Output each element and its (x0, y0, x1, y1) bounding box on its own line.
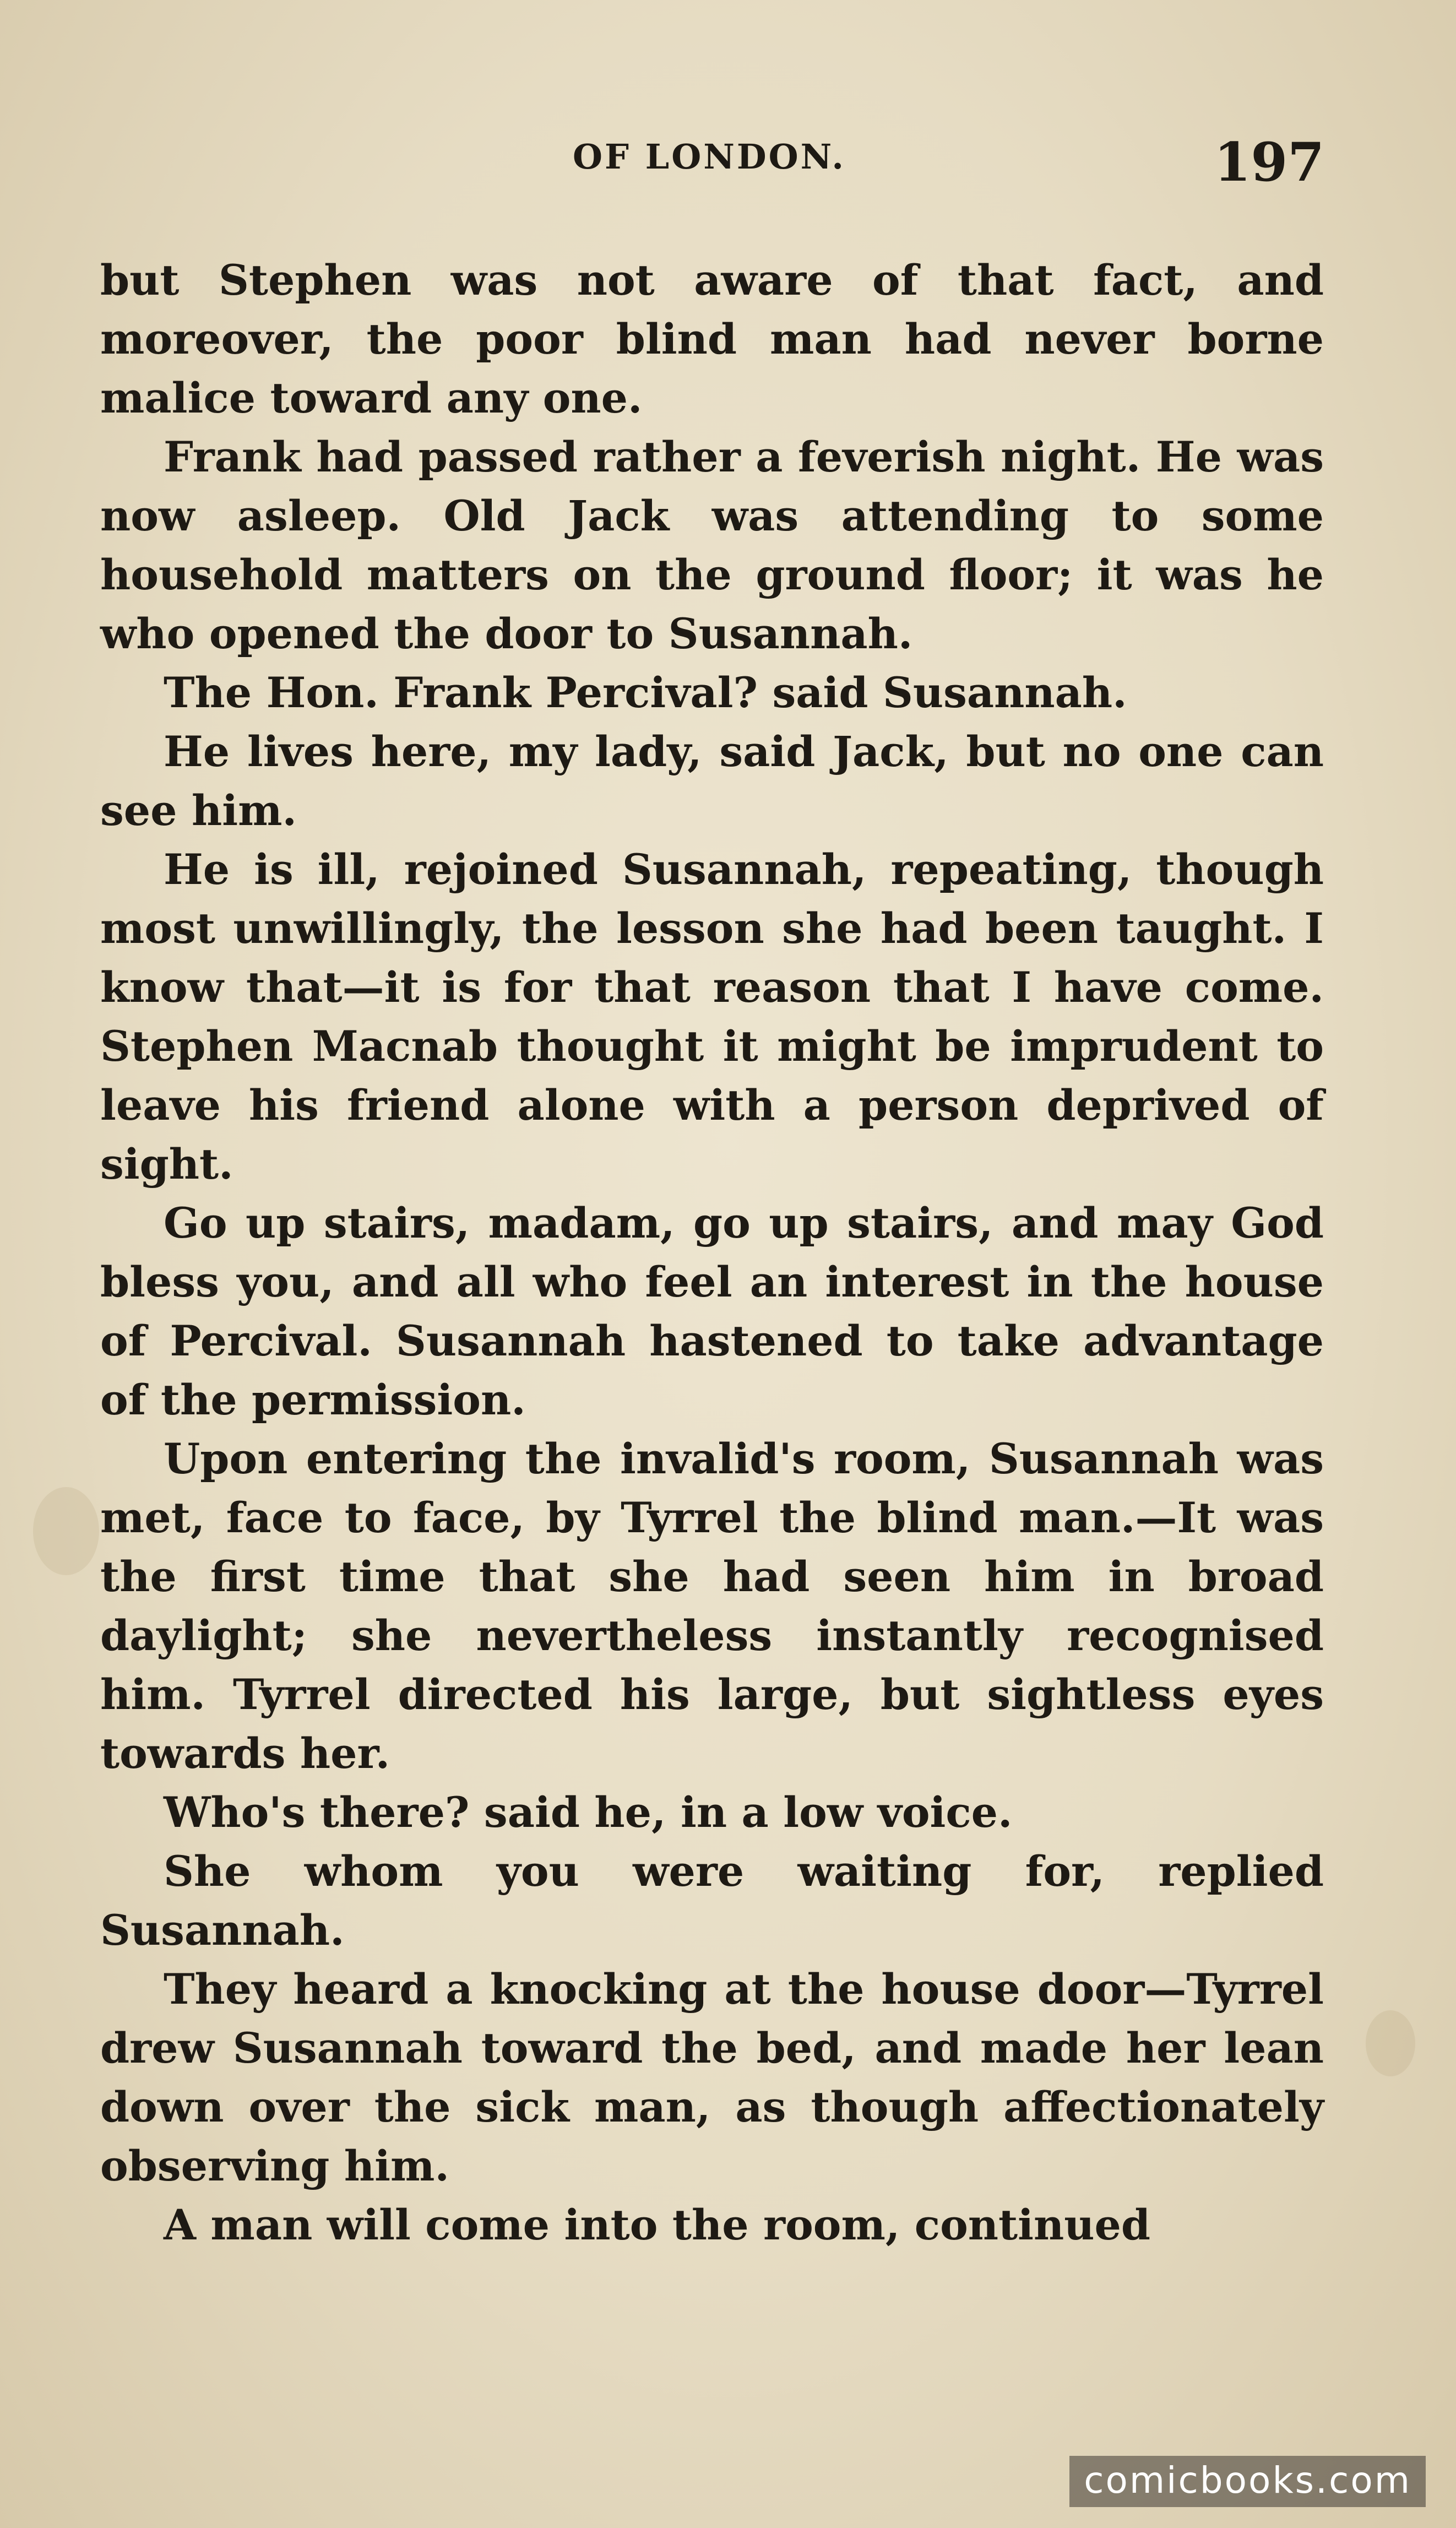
page-number: 197 (1214, 131, 1324, 193)
paragraph: They heard a knocking at the house door—Tyrrel drew Susannah toward the bed, and made her lean down over the sick man, as though affectionately observing him. (100, 1965, 1324, 2190)
body-text (100, 251, 1324, 2254)
paragraph: Upon entering the invalid's room, Susannah was met, face to face, by Tyrrel the blind man.—It was the first time that she had seen him in broad daylight; she nevertheless instantly recognised him. Tyrrel directed his large, but sightless eyes towards her. (100, 1434, 1324, 1778)
page-header (102, 131, 1324, 192)
paragraph: She whom you were waiting for, replied Susannah. (100, 1847, 1324, 1955)
paragraph: but Stephen was not aware of that fact, and moreover, the poor blind man had never borne malice toward any one. (100, 256, 1324, 422)
paragraph: Who's there? said he, in a low voice. (164, 1788, 1013, 1837)
paragraph: Go up stairs, madam, go up stairs, and may God bless you, and all who feel an interest in the house of Percival. Susannah hastened to take advantage of the permission. (100, 1198, 1324, 1424)
paragraph: He lives here, my lady, said Jack, but no one can see him. (100, 727, 1324, 835)
paper-stain (33, 1487, 99, 1575)
paragraph: Frank had passed rather a feverish night. He was now asleep. Old Jack was attending to some household matters on the ground floor; it was he who opened the door to Susannah. (100, 432, 1324, 658)
paragraph: He is ill, rejoined Susannah, repeating, though most unwillingly, the lesson she had been taught. I know that—it is for that reason that I have come. Stephen Macnab thought it might be imprudent to leave his friend alone with a person deprived of sight. (100, 845, 1324, 1189)
paragraph: A man will come into the room, continued (164, 2200, 1151, 2249)
watermark: comicbooks.com (1069, 2456, 1426, 2507)
paper-stain (1366, 2010, 1415, 2076)
paragraph: The Hon. Frank Percival? said Susannah. (164, 668, 1127, 717)
running-head: OF LONDON. (573, 137, 846, 177)
